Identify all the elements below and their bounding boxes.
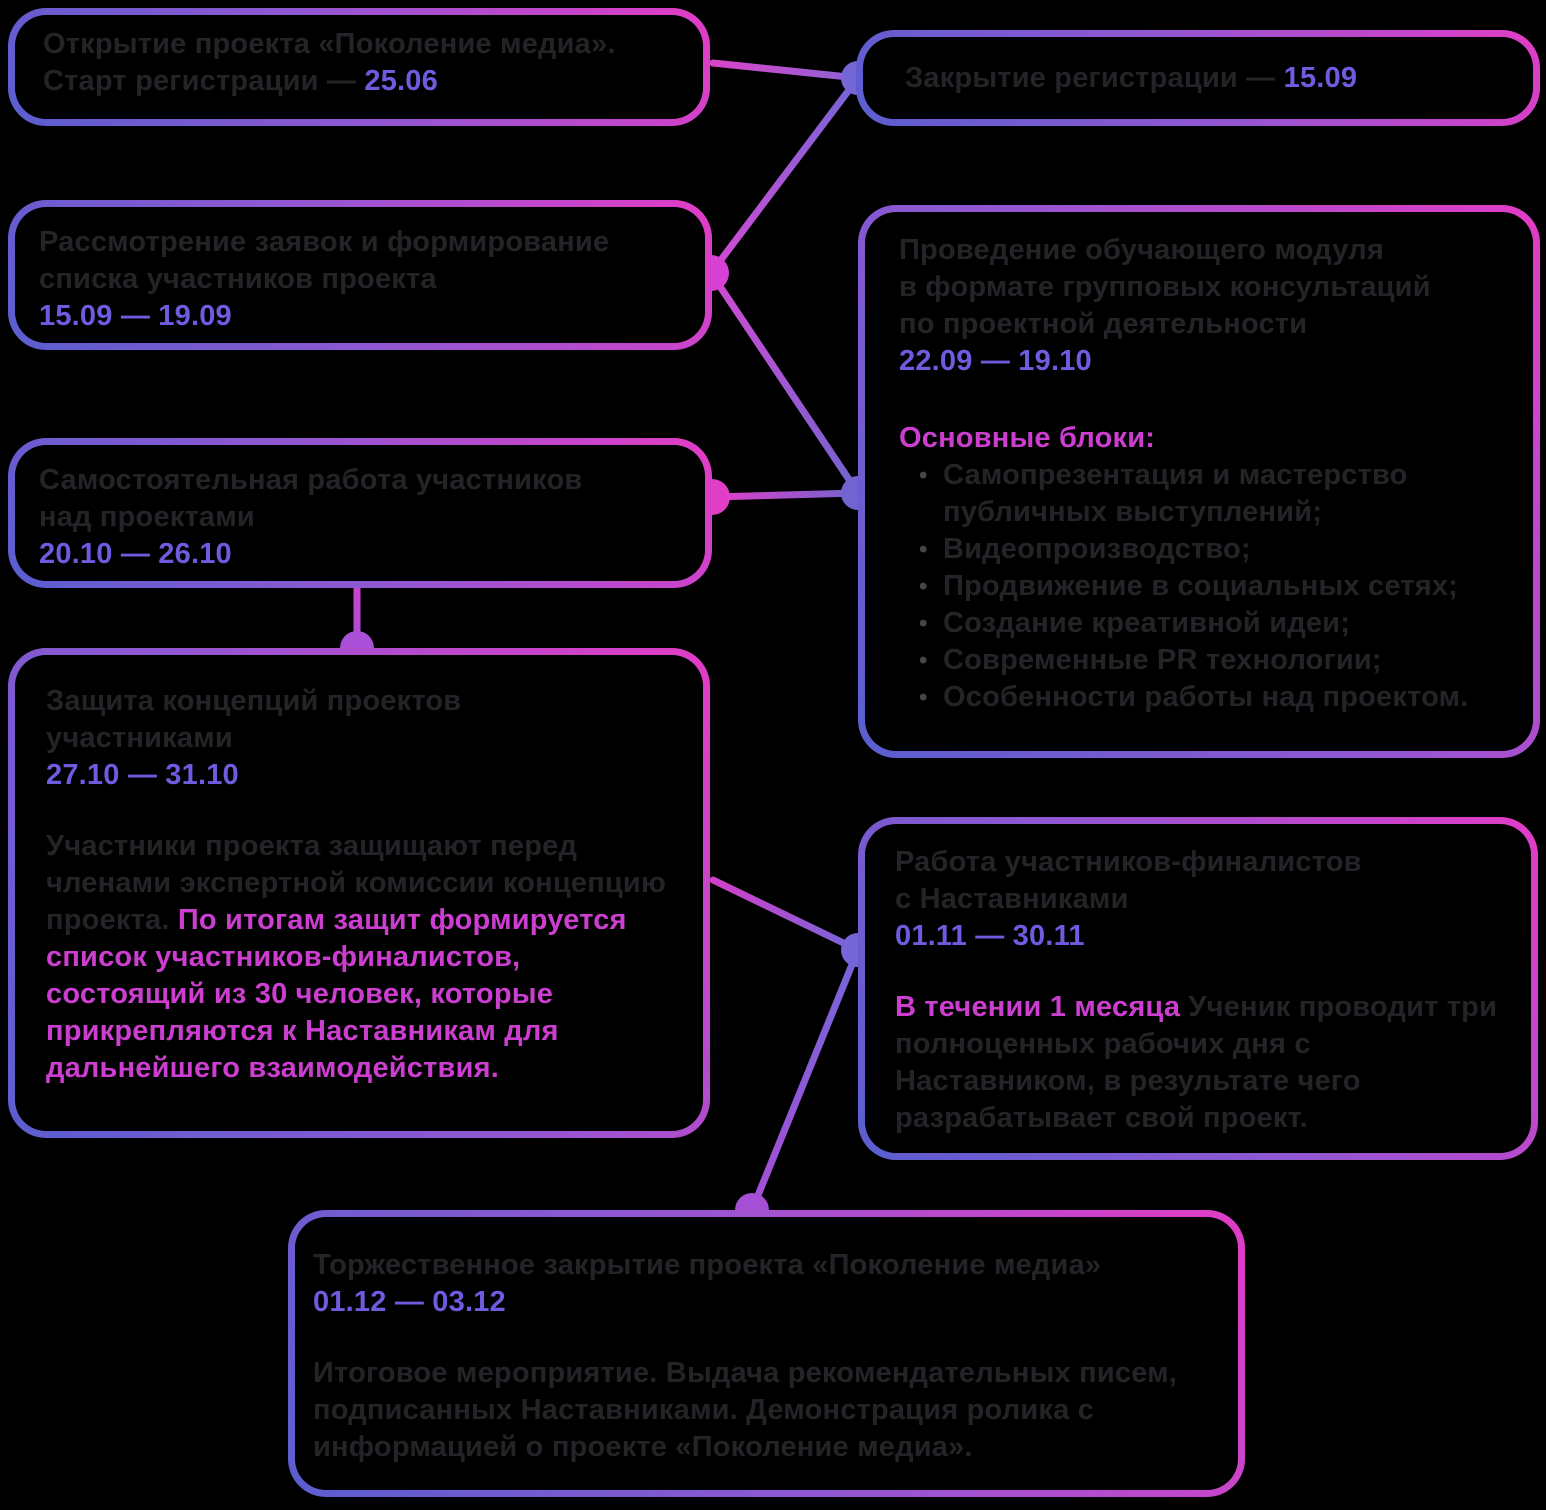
box-reg-close-text: Закрытие регистрации — [905,61,1284,94]
edge-selfwork-to-training [712,493,858,497]
box-defense-body [15,655,703,1131]
box-training-blocks-list [899,457,1503,716]
block-item: • Современные PR технологии; [917,642,1503,679]
box-defense-title-line2: участниками [46,722,233,754]
box-closing-date: 01.12 — 03.12 [313,1286,506,1318]
box-review [8,200,712,350]
box-defense-date: 27.10 — 31.10 [46,759,239,791]
edge-regclose-to-review [711,78,858,273]
box-self-work-title-line2: над проектами [39,501,255,533]
box-review-date: 15.09 — 19.09 [39,300,232,332]
box-mentors [858,817,1538,1160]
box-opening-title-line2 [43,63,675,100]
box-reg-close-body [863,37,1533,119]
box-defense [8,648,710,1138]
box-training-title-line2: в формате групповых консультаций [899,271,1431,303]
box-mentors-date: 01.11 — 30.11 [895,920,1085,952]
box-defense-paragraph-dark: Участники проекта защищают перед членами экспертной комиссии концепцию проекта. [46,830,666,936]
box-mentors-title-line1: Работа участников-финалистов [895,846,1362,878]
box-training [858,205,1540,758]
box-review-title-line1: Рассмотрение заявок и формирование [39,226,610,258]
box-opening-date: 25.06 [364,65,438,97]
box-training-title-line1: Проведение обучающего модуля [899,234,1384,266]
block-item: • Особенности работы над проектом. [917,679,1503,716]
box-closing-title: Торжественное закрытие проекта «Поколение медиа» [313,1249,1102,1281]
box-review-body [15,207,705,343]
edge-review-to-training [711,273,858,493]
box-reg-close [856,30,1540,126]
box-training-title-line3: по проектной деятельности [899,308,1308,340]
box-reg-close-title [905,60,1357,97]
box-review-title-line2: списка участников проекта [39,263,437,295]
box-closing-body [295,1217,1238,1490]
box-self-work [8,438,712,588]
box-closing [288,1210,1245,1497]
box-closing-paragraph: Итоговое мероприятие. Выдача рекомендательных писем, подписанных Наставниками. Демонстрация ролика с информацией о проекте «Поколение медиа». [313,1357,1178,1463]
edge-mentors-to-closing [752,950,858,1210]
box-opening-title-line1: Открытие проекта «Поколение медиа». [43,28,616,60]
box-training-body [865,212,1533,751]
box-self-work-body [15,445,705,581]
block-item: • Самопрезентация и мастерство публичных выступлений; [917,457,1503,531]
box-mentors-body [865,824,1531,1153]
box-defense-paragraph-pink: По итогам защит формируется список участников-финалистов, состоящий из 30 человек, которые прикрепляются к Наставникам для дальнейшего взаимодействия. [46,904,627,1084]
block-item: • Продвижение в социальных сетях; [917,568,1503,605]
block-item: • Видеопроизводство; [917,531,1503,568]
box-training-blocks-label: Основные блоки: [899,422,1156,454]
box-self-work-date: 20.10 — 26.10 [39,538,232,570]
edge-opening-to-regclose [713,63,858,78]
box-mentors-paragraph-dark: Ученик проводит три полноценных рабочих дня с Наставником, в результате чего разрабатывает свой проект. [895,991,1498,1134]
box-reg-close-date: 15.09 [1283,61,1358,94]
block-item: • Создание креативной идеи; [917,605,1503,642]
box-opening-line2-text: Старт регистрации — [43,65,365,97]
box-opening-body [15,15,703,119]
box-training-date: 22.09 — 19.10 [899,345,1092,377]
box-mentors-title-line2: с Наставниками [895,883,1129,915]
box-defense-paragraph [46,828,675,1087]
edge-defense-to-mentors [713,880,858,950]
box-mentors-paragraph [895,989,1505,1137]
box-defense-title-line1: Защита концепций проектов [46,685,462,717]
box-mentors-paragraph-pink: В течении 1 месяца [895,991,1181,1023]
box-self-work-title-line1: Самостоятельная работа участников [39,464,583,496]
box-opening [8,8,710,126]
